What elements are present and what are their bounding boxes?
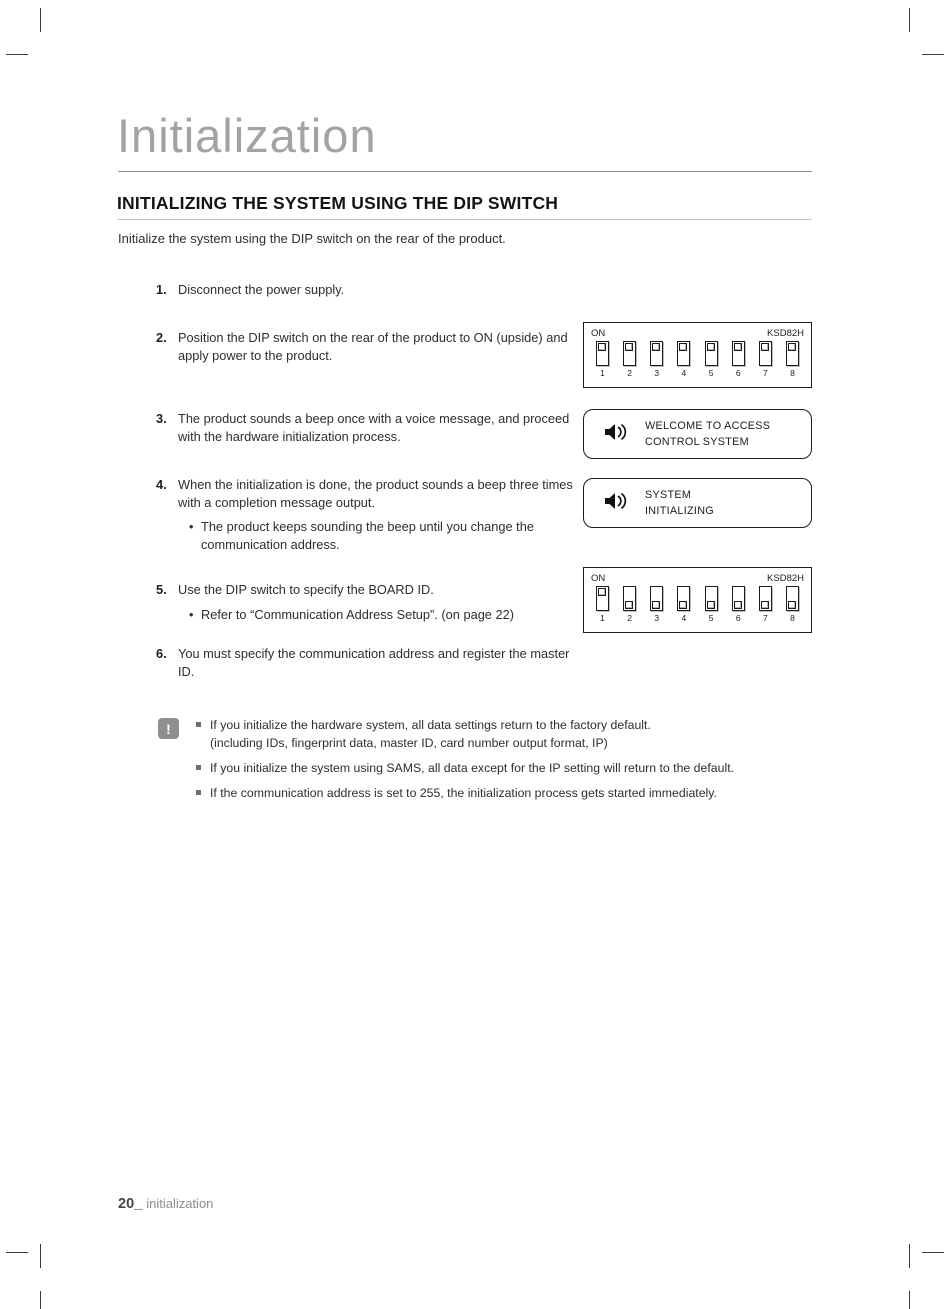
bullet-text: Refer to “Communication Address Setup”. (on page 22) bbox=[201, 606, 514, 622]
voice-box bbox=[583, 478, 812, 528]
voice-message-initializing bbox=[583, 478, 812, 528]
dip-switch-4 bbox=[675, 586, 692, 623]
step-text: Position the DIP switch on the rear of the product to ON (upside) and apply power to the product. bbox=[178, 330, 568, 363]
switch-number: 5 bbox=[708, 368, 714, 378]
dip-switch-5 bbox=[703, 341, 720, 378]
switch-lever bbox=[705, 586, 718, 611]
crop-mark bbox=[40, 1291, 41, 1309]
dip-switch-2 bbox=[621, 341, 638, 378]
dip-switch-7 bbox=[757, 341, 774, 378]
switch-lever bbox=[677, 341, 690, 366]
section-heading: INITIALIZING THE SYSTEM USING THE DIP SWITCH bbox=[117, 193, 559, 213]
note-line: If you initialize the system using SAMS, all data except for the IP setting will return to the default. bbox=[210, 761, 735, 775]
switch-knob bbox=[707, 343, 715, 351]
switch-knob bbox=[734, 601, 742, 609]
switch-lever bbox=[677, 586, 690, 611]
bullet-icon: • bbox=[189, 606, 194, 622]
dip-on-label: ON bbox=[591, 573, 606, 584]
voice-line-1: SYSTEM bbox=[645, 489, 692, 501]
switch-knob bbox=[625, 601, 633, 609]
page-footer bbox=[118, 1195, 213, 1213]
switch-number: 3 bbox=[654, 368, 660, 378]
step-text: The product sounds a beep once with a voice message, and proceed with the hardware initialization process. bbox=[178, 411, 570, 444]
step-sub-bullet bbox=[189, 518, 578, 553]
switch-number: 4 bbox=[681, 368, 687, 378]
switch-number: 2 bbox=[627, 368, 632, 378]
switch-lever bbox=[623, 586, 636, 611]
switch-number: 6 bbox=[735, 368, 741, 378]
step-6 bbox=[156, 645, 578, 680]
switch-knob bbox=[761, 343, 769, 351]
crop-mark bbox=[922, 54, 944, 55]
switch-knob bbox=[788, 343, 796, 351]
crop-mark bbox=[909, 1244, 910, 1268]
dip-switch-4 bbox=[675, 341, 692, 378]
voice-line-2: CONTROL SYSTEM bbox=[645, 436, 749, 448]
crop-mark bbox=[909, 1291, 910, 1309]
note-line: (including IDs, fingerprint data, master ID, card number output format, IP) bbox=[210, 736, 608, 750]
switch-number: 8 bbox=[790, 613, 795, 623]
switch-knob bbox=[761, 601, 769, 609]
voice-line-2: INITIALIZING bbox=[645, 505, 714, 517]
note-item bbox=[196, 759, 818, 777]
switch-number: 6 bbox=[735, 613, 741, 623]
switch-lever bbox=[650, 341, 663, 366]
voice-line-1: WELCOME TO ACCESS bbox=[645, 420, 771, 432]
switch-knob bbox=[707, 601, 715, 609]
switch-lever bbox=[596, 586, 609, 611]
switch-number: 3 bbox=[654, 613, 660, 623]
crop-mark bbox=[40, 1244, 41, 1268]
dip-switch-panel bbox=[583, 567, 812, 633]
switch-number: 7 bbox=[762, 613, 768, 623]
note-item bbox=[196, 716, 818, 752]
switch-lever bbox=[786, 341, 799, 366]
switch-lever bbox=[732, 586, 745, 611]
dip-model-label: KSD82H bbox=[767, 328, 804, 339]
step-text: Disconnect the power supply. bbox=[178, 282, 345, 297]
step-number: 2. bbox=[156, 330, 167, 345]
speaker-icon bbox=[604, 491, 629, 516]
title-divider bbox=[118, 171, 812, 172]
step-1 bbox=[156, 281, 578, 299]
dip-switch-panel bbox=[583, 322, 812, 388]
dip-model-label: KSD82H bbox=[767, 573, 804, 584]
footer-page-number: 20_ bbox=[118, 1196, 143, 1212]
switch-knob bbox=[679, 343, 687, 351]
switch-number: 7 bbox=[762, 368, 768, 378]
switch-lever bbox=[623, 341, 636, 366]
crop-mark bbox=[909, 8, 910, 32]
switch-knob bbox=[625, 343, 633, 351]
step-number: 4. bbox=[156, 477, 167, 492]
step-text: When the initialization is done, the product sounds a beep three times with a completion message output. bbox=[178, 477, 573, 510]
dip-switch-6 bbox=[730, 586, 747, 623]
page-title: Initialization bbox=[117, 109, 377, 162]
switch-number: 1 bbox=[600, 613, 605, 623]
bullet-icon: • bbox=[189, 519, 194, 535]
switch-knob bbox=[734, 343, 742, 351]
switch-knob bbox=[788, 601, 796, 609]
dip-switch-7 bbox=[757, 586, 774, 623]
dip-switch-8 bbox=[784, 586, 801, 623]
dip-on-label: ON bbox=[591, 328, 606, 339]
note-item bbox=[196, 784, 818, 802]
footer-section-label: initialization bbox=[146, 1196, 214, 1211]
heading-divider bbox=[118, 219, 812, 220]
step-number: 6. bbox=[156, 646, 167, 661]
switch-knob bbox=[652, 343, 660, 351]
dip-switch-5 bbox=[703, 586, 720, 623]
note-bullet-icon bbox=[196, 722, 201, 727]
switch-number: 2 bbox=[627, 613, 632, 623]
dip-switch-2 bbox=[621, 586, 638, 623]
note-list bbox=[196, 716, 818, 809]
crop-mark bbox=[6, 1252, 28, 1253]
step-2 bbox=[156, 329, 578, 364]
step-number: 5. bbox=[156, 582, 167, 597]
note-block bbox=[158, 716, 818, 809]
dip-switch-figure-on bbox=[583, 322, 812, 388]
switch-knob bbox=[652, 601, 660, 609]
switch-lever bbox=[596, 341, 609, 366]
switch-number: 8 bbox=[790, 368, 795, 378]
dip-switch-1 bbox=[594, 586, 611, 623]
switch-lever bbox=[786, 586, 799, 611]
switch-lever bbox=[650, 586, 663, 611]
crop-mark bbox=[922, 1252, 944, 1253]
switch-lever bbox=[705, 341, 718, 366]
dip-switch-6 bbox=[730, 341, 747, 378]
dip-switch-1 bbox=[594, 341, 611, 378]
note-line: If you initialize the hardware system, all data settings return to the factory default. bbox=[210, 718, 651, 732]
step-sub-bullet bbox=[189, 606, 578, 624]
switch-lever bbox=[732, 341, 745, 366]
switch-lever bbox=[759, 341, 772, 366]
crop-mark bbox=[6, 54, 28, 55]
note-bullet-icon bbox=[196, 765, 201, 770]
voice-message-welcome bbox=[583, 409, 812, 459]
step-number: 1. bbox=[156, 282, 167, 297]
switch-knob bbox=[598, 343, 606, 351]
switch-knob bbox=[598, 588, 606, 596]
step-4 bbox=[156, 476, 578, 553]
step-5 bbox=[156, 581, 578, 623]
speaker-icon bbox=[604, 422, 629, 447]
alert-glyph: ! bbox=[166, 720, 171, 737]
switch-knob bbox=[679, 601, 687, 609]
note-bullet-icon bbox=[196, 790, 201, 795]
step-text: Use the DIP switch to specify the BOARD ID. bbox=[178, 582, 434, 597]
switch-number: 5 bbox=[708, 613, 714, 623]
switch-number: 4 bbox=[681, 613, 687, 623]
step-number: 3. bbox=[156, 411, 167, 426]
switch-number: 1 bbox=[600, 368, 605, 378]
dip-switch-3 bbox=[648, 341, 665, 378]
switch-lever bbox=[759, 586, 772, 611]
voice-box bbox=[583, 409, 812, 459]
bullet-text: The product keeps sounding the beep until you change the communication address. bbox=[201, 519, 534, 552]
intro-text: Initialize the system using the DIP switch on the rear of the product. bbox=[118, 231, 506, 246]
step-text: You must specify the communication address and register the master ID. bbox=[178, 646, 570, 679]
dip-switch-8 bbox=[784, 341, 801, 378]
alert-icon bbox=[158, 718, 179, 739]
crop-mark bbox=[40, 8, 41, 32]
step-3 bbox=[156, 410, 578, 445]
dip-switch-3 bbox=[648, 586, 665, 623]
dip-switch-figure-board-id bbox=[583, 567, 812, 633]
note-line: If the communication address is set to 255, the initialization process gets started immediately. bbox=[210, 786, 717, 800]
